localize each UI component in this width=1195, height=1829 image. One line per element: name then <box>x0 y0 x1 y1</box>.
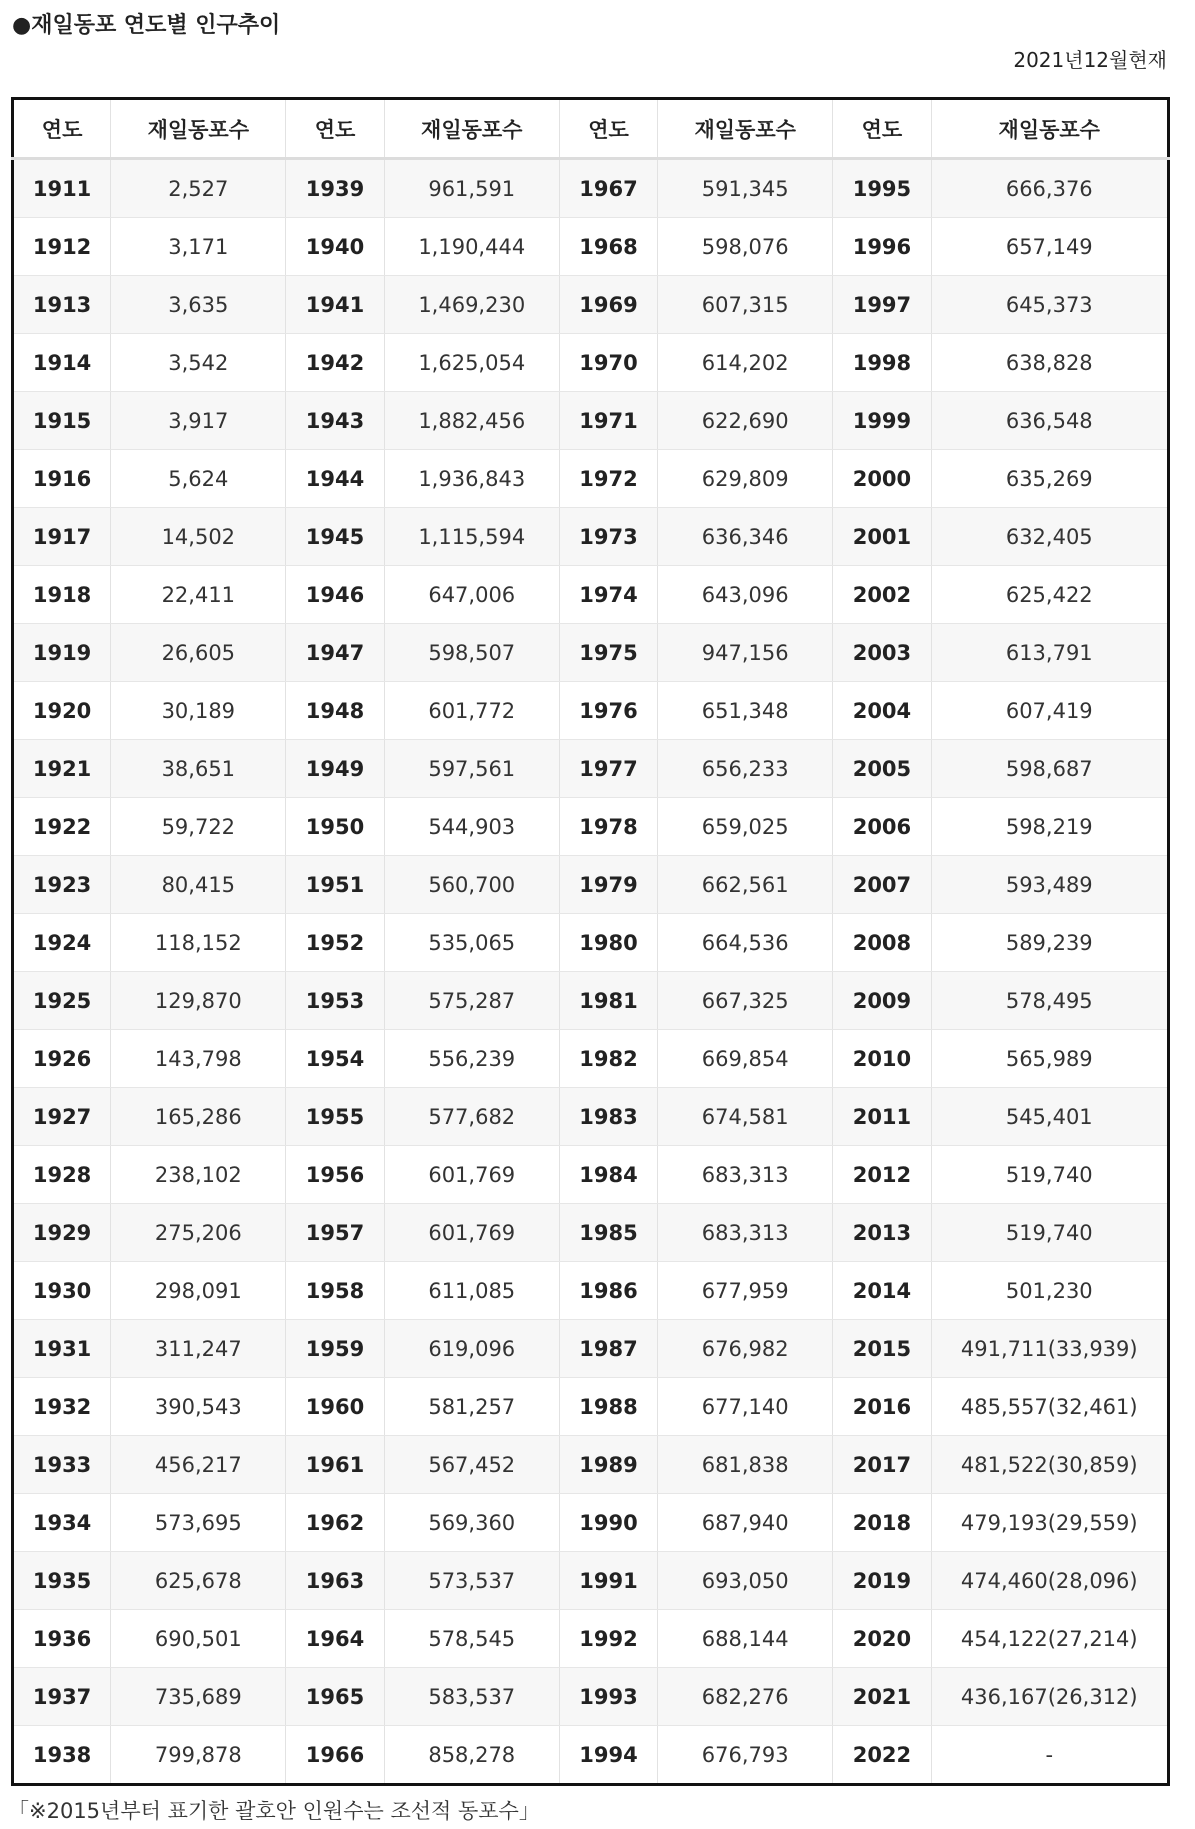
table-row <box>13 740 1169 798</box>
population-cell: 687,940 <box>658 1494 833 1552</box>
page-title: ●재일동포 연도별 인구추이 <box>12 13 281 38</box>
year-cell: 1987 <box>559 1320 657 1378</box>
table-row <box>13 392 1169 450</box>
population-cell: 560,700 <box>384 856 559 914</box>
table-row <box>13 159 1169 218</box>
year-cell: 1948 <box>286 682 384 740</box>
population-cell: 3,635 <box>111 276 286 334</box>
year-cell: 1976 <box>559 682 657 740</box>
population-cell: 545,401 <box>931 1088 1168 1146</box>
population-cell: 607,315 <box>658 276 833 334</box>
year-cell: 1938 <box>13 1726 111 1785</box>
population-cell: 601,769 <box>384 1204 559 1262</box>
population-cell: 390,543 <box>111 1378 286 1436</box>
population-cell: 677,140 <box>658 1378 833 1436</box>
year-cell: 1964 <box>286 1610 384 1668</box>
population-cell: 26,605 <box>111 624 286 682</box>
table-body <box>13 159 1169 1785</box>
year-cell: 1977 <box>559 740 657 798</box>
year-cell: 1995 <box>833 159 931 218</box>
year-cell: 1984 <box>559 1146 657 1204</box>
table-row <box>13 508 1169 566</box>
year-cell: 2018 <box>833 1494 931 1552</box>
year-cell: 1989 <box>559 1436 657 1494</box>
table-row <box>13 1436 1169 1494</box>
year-cell: 1921 <box>13 740 111 798</box>
population-cell: 5,624 <box>111 450 286 508</box>
population-cell: 674,581 <box>658 1088 833 1146</box>
year-cell: 1919 <box>13 624 111 682</box>
year-cell: 1978 <box>559 798 657 856</box>
table-row <box>13 1030 1169 1088</box>
population-cell: 165,286 <box>111 1088 286 1146</box>
table-row <box>13 334 1169 392</box>
population-cell: 567,452 <box>384 1436 559 1494</box>
year-cell: 1965 <box>286 1668 384 1726</box>
year-cell: 1953 <box>286 972 384 1030</box>
population-cell: 238,102 <box>111 1146 286 1204</box>
population-cell: 1,469,230 <box>384 276 559 334</box>
year-cell: 2017 <box>833 1436 931 1494</box>
population-cell: 2,527 <box>111 159 286 218</box>
year-cell: 1923 <box>13 856 111 914</box>
population-cell: 485,557(32,461) <box>931 1378 1168 1436</box>
population-cell: 669,854 <box>658 1030 833 1088</box>
population-cell: 682,276 <box>658 1668 833 1726</box>
population-cell: 22,411 <box>111 566 286 624</box>
year-cell: 1954 <box>286 1030 384 1088</box>
population-cell: 591,345 <box>658 159 833 218</box>
population-cell: 651,348 <box>658 682 833 740</box>
population-cell: 638,828 <box>931 334 1168 392</box>
population-cell: 298,091 <box>111 1262 286 1320</box>
year-cell: 1933 <box>13 1436 111 1494</box>
table-row <box>13 1378 1169 1436</box>
population-cell: 311,247 <box>111 1320 286 1378</box>
table-row <box>13 1204 1169 1262</box>
year-cell: 1947 <box>286 624 384 682</box>
year-cell: 1949 <box>286 740 384 798</box>
population-cell: 601,769 <box>384 1146 559 1204</box>
year-cell: 1950 <box>286 798 384 856</box>
as-of-date: 2021년12월현재 <box>1013 48 1167 72</box>
column-header-year: 연도 <box>286 99 384 159</box>
table-row <box>13 1262 1169 1320</box>
year-cell: 2011 <box>833 1088 931 1146</box>
year-cell: 1958 <box>286 1262 384 1320</box>
column-header-population: 재일동포수 <box>931 99 1168 159</box>
population-table <box>11 97 1170 1786</box>
year-cell: 1983 <box>559 1088 657 1146</box>
year-cell: 1968 <box>559 218 657 276</box>
column-header-year: 연도 <box>559 99 657 159</box>
population-cell: 598,219 <box>931 798 1168 856</box>
population-cell: 643,096 <box>658 566 833 624</box>
year-cell: 1931 <box>13 1320 111 1378</box>
population-cell: 565,989 <box>931 1030 1168 1088</box>
population-cell: 677,959 <box>658 1262 833 1320</box>
population-cell: 519,740 <box>931 1204 1168 1262</box>
year-cell: 2007 <box>833 856 931 914</box>
year-cell: 2004 <box>833 682 931 740</box>
table-row <box>13 276 1169 334</box>
population-cell: 676,793 <box>658 1726 833 1785</box>
population-cell: 3,917 <box>111 392 286 450</box>
population-cell: 481,522(30,859) <box>931 1436 1168 1494</box>
population-cell: 474,460(28,096) <box>931 1552 1168 1610</box>
population-cell: 659,025 <box>658 798 833 856</box>
population-cell: 573,695 <box>111 1494 286 1552</box>
population-cell: 118,152 <box>111 914 286 972</box>
population-cell: 858,278 <box>384 1726 559 1785</box>
year-cell: 1922 <box>13 798 111 856</box>
population-cell: 625,678 <box>111 1552 286 1610</box>
population-cell: 129,870 <box>111 972 286 1030</box>
year-cell: 2006 <box>833 798 931 856</box>
year-cell: 2014 <box>833 1262 931 1320</box>
population-cell: 961,591 <box>384 159 559 218</box>
year-cell: 1944 <box>286 450 384 508</box>
population-cell: 647,006 <box>384 566 559 624</box>
year-cell: 1934 <box>13 1494 111 1552</box>
population-cell: 436,167(26,312) <box>931 1668 1168 1726</box>
population-cell: 501,230 <box>931 1262 1168 1320</box>
table-row <box>13 1552 1169 1610</box>
population-cell: 583,537 <box>384 1668 559 1726</box>
year-cell: 1951 <box>286 856 384 914</box>
year-cell: 1920 <box>13 682 111 740</box>
year-cell: 1915 <box>13 392 111 450</box>
population-cell: 666,376 <box>931 159 1168 218</box>
year-cell: 2008 <box>833 914 931 972</box>
table-row <box>13 1726 1169 1785</box>
year-cell: 1970 <box>559 334 657 392</box>
population-cell: 30,189 <box>111 682 286 740</box>
year-cell: 1924 <box>13 914 111 972</box>
population-cell: 578,495 <box>931 972 1168 1030</box>
table-header-row <box>13 99 1169 159</box>
year-cell: 1946 <box>286 566 384 624</box>
population-cell: 598,687 <box>931 740 1168 798</box>
population-cell: 632,405 <box>931 508 1168 566</box>
year-cell: 2020 <box>833 1610 931 1668</box>
year-cell: 1966 <box>286 1726 384 1785</box>
year-cell: 2001 <box>833 508 931 566</box>
population-cell: 614,202 <box>658 334 833 392</box>
year-cell: 1917 <box>13 508 111 566</box>
population-cell: 454,122(27,214) <box>931 1610 1168 1668</box>
year-cell: 1926 <box>13 1030 111 1088</box>
year-cell: 1975 <box>559 624 657 682</box>
year-cell: 1937 <box>13 1668 111 1726</box>
population-cell: 569,360 <box>384 1494 559 1552</box>
year-cell: 2019 <box>833 1552 931 1610</box>
year-cell: 1952 <box>286 914 384 972</box>
year-cell: 1939 <box>286 159 384 218</box>
year-cell: 1928 <box>13 1146 111 1204</box>
population-cell: 143,798 <box>111 1030 286 1088</box>
population-cell: 479,193(29,559) <box>931 1494 1168 1552</box>
year-cell: 1994 <box>559 1726 657 1785</box>
table-row <box>13 1610 1169 1668</box>
year-cell: 1971 <box>559 392 657 450</box>
table-row <box>13 856 1169 914</box>
year-cell: 1993 <box>559 1668 657 1726</box>
year-cell: 1962 <box>286 1494 384 1552</box>
year-cell: 1961 <box>286 1436 384 1494</box>
population-cell: 575,287 <box>384 972 559 1030</box>
year-cell: 1929 <box>13 1204 111 1262</box>
population-cell: 688,144 <box>658 1610 833 1668</box>
year-cell: 1942 <box>286 334 384 392</box>
year-cell: 1943 <box>286 392 384 450</box>
year-cell: 1930 <box>13 1262 111 1320</box>
year-cell: 1913 <box>13 276 111 334</box>
year-cell: 1972 <box>559 450 657 508</box>
year-cell: 1992 <box>559 1610 657 1668</box>
population-cell: 456,217 <box>111 1436 286 1494</box>
column-header-population: 재일동포수 <box>111 99 286 159</box>
population-cell: 622,690 <box>658 392 833 450</box>
population-cell: 735,689 <box>111 1668 286 1726</box>
population-cell: 645,373 <box>931 276 1168 334</box>
year-cell: 1956 <box>286 1146 384 1204</box>
year-cell: 1982 <box>559 1030 657 1088</box>
year-cell: 2005 <box>833 740 931 798</box>
year-cell: 2022 <box>833 1726 931 1785</box>
year-cell: 1918 <box>13 566 111 624</box>
year-cell: 1967 <box>559 159 657 218</box>
year-cell: 2015 <box>833 1320 931 1378</box>
table-row <box>13 624 1169 682</box>
population-cell: - <box>931 1726 1168 1785</box>
population-cell: 635,269 <box>931 450 1168 508</box>
population-cell: 607,419 <box>931 682 1168 740</box>
population-cell: 581,257 <box>384 1378 559 1436</box>
population-cell: 593,489 <box>931 856 1168 914</box>
population-cell: 636,548 <box>931 392 1168 450</box>
year-cell: 1998 <box>833 334 931 392</box>
year-cell: 1911 <box>13 159 111 218</box>
table-row <box>13 1320 1169 1378</box>
population-cell: 598,076 <box>658 218 833 276</box>
year-cell: 1940 <box>286 218 384 276</box>
footnote: 「※2015년부터 표기한 괄호안 인원수는 조선적 동포수」 <box>8 1799 540 1823</box>
year-cell: 1999 <box>833 392 931 450</box>
population-cell: 611,085 <box>384 1262 559 1320</box>
population-cell: 636,346 <box>658 508 833 566</box>
column-header-population: 재일동포수 <box>658 99 833 159</box>
year-cell: 1936 <box>13 1610 111 1668</box>
year-cell: 2010 <box>833 1030 931 1088</box>
population-cell: 693,050 <box>658 1552 833 1610</box>
population-cell: 690,501 <box>111 1610 286 1668</box>
year-cell: 2016 <box>833 1378 931 1436</box>
year-cell: 1979 <box>559 856 657 914</box>
table-row <box>13 682 1169 740</box>
table-row <box>13 914 1169 972</box>
population-cell: 664,536 <box>658 914 833 972</box>
population-cell: 80,415 <box>111 856 286 914</box>
population-cell: 589,239 <box>931 914 1168 972</box>
population-cell: 676,982 <box>658 1320 833 1378</box>
year-cell: 1974 <box>559 566 657 624</box>
year-cell: 1973 <box>559 508 657 566</box>
year-cell: 1980 <box>559 914 657 972</box>
population-cell: 597,561 <box>384 740 559 798</box>
population-cell: 667,325 <box>658 972 833 1030</box>
population-cell: 799,878 <box>111 1726 286 1785</box>
year-cell: 1990 <box>559 1494 657 1552</box>
year-cell: 1981 <box>559 972 657 1030</box>
population-cell: 683,313 <box>658 1204 833 1262</box>
column-header-year: 연도 <box>13 99 111 159</box>
year-cell: 1988 <box>559 1378 657 1436</box>
population-cell: 629,809 <box>658 450 833 508</box>
population-cell: 1,936,843 <box>384 450 559 508</box>
population-cell: 3,171 <box>111 218 286 276</box>
table-row <box>13 566 1169 624</box>
population-cell: 1,190,444 <box>384 218 559 276</box>
column-header-year: 연도 <box>833 99 931 159</box>
population-cell: 556,239 <box>384 1030 559 1088</box>
year-cell: 1957 <box>286 1204 384 1262</box>
year-cell: 2012 <box>833 1146 931 1204</box>
year-cell: 1935 <box>13 1552 111 1610</box>
population-cell: 3,542 <box>111 334 286 392</box>
population-cell: 625,422 <box>931 566 1168 624</box>
population-cell: 601,772 <box>384 682 559 740</box>
year-cell: 1925 <box>13 972 111 1030</box>
year-cell: 1927 <box>13 1088 111 1146</box>
population-cell: 573,537 <box>384 1552 559 1610</box>
year-cell: 1997 <box>833 276 931 334</box>
year-cell: 1945 <box>286 508 384 566</box>
population-cell: 577,682 <box>384 1088 559 1146</box>
year-cell: 1991 <box>559 1552 657 1610</box>
year-cell: 2013 <box>833 1204 931 1262</box>
year-cell: 2000 <box>833 450 931 508</box>
table-row <box>13 1146 1169 1204</box>
year-cell: 1963 <box>286 1552 384 1610</box>
population-cell: 1,882,456 <box>384 392 559 450</box>
year-cell: 2021 <box>833 1668 931 1726</box>
year-cell: 2009 <box>833 972 931 1030</box>
year-cell: 1912 <box>13 218 111 276</box>
population-cell: 535,065 <box>384 914 559 972</box>
year-cell: 1916 <box>13 450 111 508</box>
population-cell: 519,740 <box>931 1146 1168 1204</box>
population-cell: 491,711(33,939) <box>931 1320 1168 1378</box>
population-cell: 619,096 <box>384 1320 559 1378</box>
population-cell: 544,903 <box>384 798 559 856</box>
year-cell: 1941 <box>286 276 384 334</box>
population-cell: 598,507 <box>384 624 559 682</box>
population-cell: 947,156 <box>658 624 833 682</box>
year-cell: 1960 <box>286 1378 384 1436</box>
population-cell: 275,206 <box>111 1204 286 1262</box>
year-cell: 1914 <box>13 334 111 392</box>
population-cell: 681,838 <box>658 1436 833 1494</box>
population-cell: 59,722 <box>111 798 286 856</box>
year-cell: 1959 <box>286 1320 384 1378</box>
table-row <box>13 972 1169 1030</box>
population-cell: 14,502 <box>111 508 286 566</box>
table-row <box>13 1494 1169 1552</box>
population-cell: 662,561 <box>658 856 833 914</box>
table-row <box>13 218 1169 276</box>
year-cell: 1932 <box>13 1378 111 1436</box>
table-row <box>13 1668 1169 1726</box>
year-cell: 2002 <box>833 566 931 624</box>
population-cell: 683,313 <box>658 1146 833 1204</box>
year-cell: 1985 <box>559 1204 657 1262</box>
year-cell: 1986 <box>559 1262 657 1320</box>
population-cell: 656,233 <box>658 740 833 798</box>
year-cell: 1996 <box>833 218 931 276</box>
table-row <box>13 798 1169 856</box>
population-cell: 657,149 <box>931 218 1168 276</box>
population-cell: 1,115,594 <box>384 508 559 566</box>
year-cell: 1955 <box>286 1088 384 1146</box>
population-cell: 578,545 <box>384 1610 559 1668</box>
table-row <box>13 450 1169 508</box>
column-header-population: 재일동포수 <box>384 99 559 159</box>
table-row <box>13 1088 1169 1146</box>
population-cell: 613,791 <box>931 624 1168 682</box>
population-cell: 38,651 <box>111 740 286 798</box>
population-cell: 1,625,054 <box>384 334 559 392</box>
year-cell: 1969 <box>559 276 657 334</box>
year-cell: 2003 <box>833 624 931 682</box>
